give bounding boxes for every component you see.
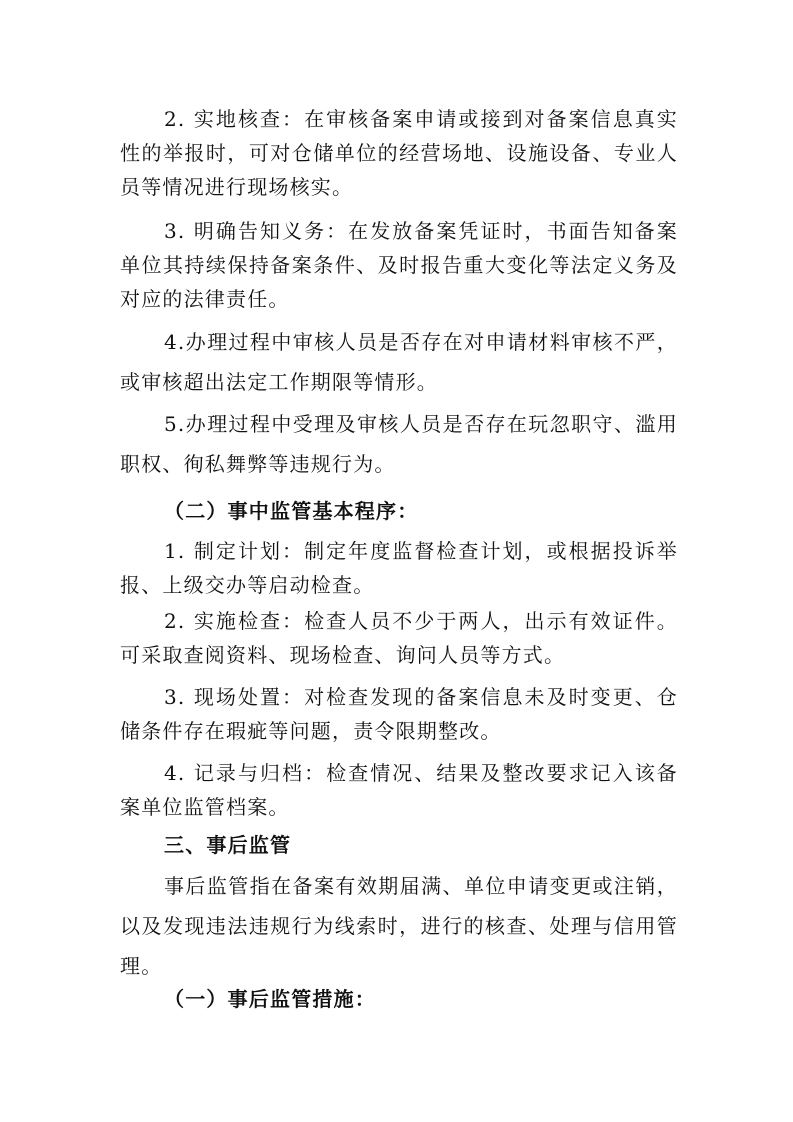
paragraph-review-strictness: 4.办理过程中审核人员是否存在对申请材料审核不严，或审核超出法定工作期限等情形。 (120, 330, 678, 394)
paragraph-record-archive: 4. 记录与归档：检查情况、结果及整改要求记入该备案单位监管档案。 (120, 761, 678, 819)
paragraph-misconduct-check: 5.办理过程中受理及审核人员是否存在玩忽职守、滥用职权、徇私舞弊等违规行为。 (120, 412, 678, 476)
section-heading-post-measures: （一）事后监管措施： (164, 987, 376, 1011)
paragraph-on-site-verification: 2. 实地核查：在审核备案申请或接到对备案信息真实性的举报时，可对仓储单位的经营场地、设施设备、专业人员等情况进行现场核实。 (120, 107, 678, 199)
paragraph-post-supervision-definition: 事后监管指在备案有效期届满、单位申请变更或注销，以及发现违法违规行为线索时，进行的核查、处理与信用管理。 (120, 874, 678, 978)
paragraph-on-site-handling: 3. 现场处置：对检查发现的备案信息未及时变更、仓储条件存在瑕疵等问题，责令限期整改。 (120, 685, 678, 743)
paragraph-make-plan: 1. 制定计划：制定年度监督检查计划，或根据投诉举报、上级交办等启动检查。 (120, 539, 678, 597)
section-heading-in-process-procedure: （二）事中监管基本程序： (164, 499, 419, 523)
paragraph-conduct-inspection: 2. 实施检查：检查人员不少于两人，出示有效证件。可采取查阅资料、现场检查、询问人员等方式。 (120, 609, 678, 667)
paragraph-notification-duty: 3. 明确告知义务：在发放备案凭证时，书面告知备案单位其持续保持备案条件、及时报告重大变化等法定义务及对应的法律责任。 (120, 219, 678, 311)
section-heading-post-supervision: 三、事后监管 (164, 833, 292, 857)
